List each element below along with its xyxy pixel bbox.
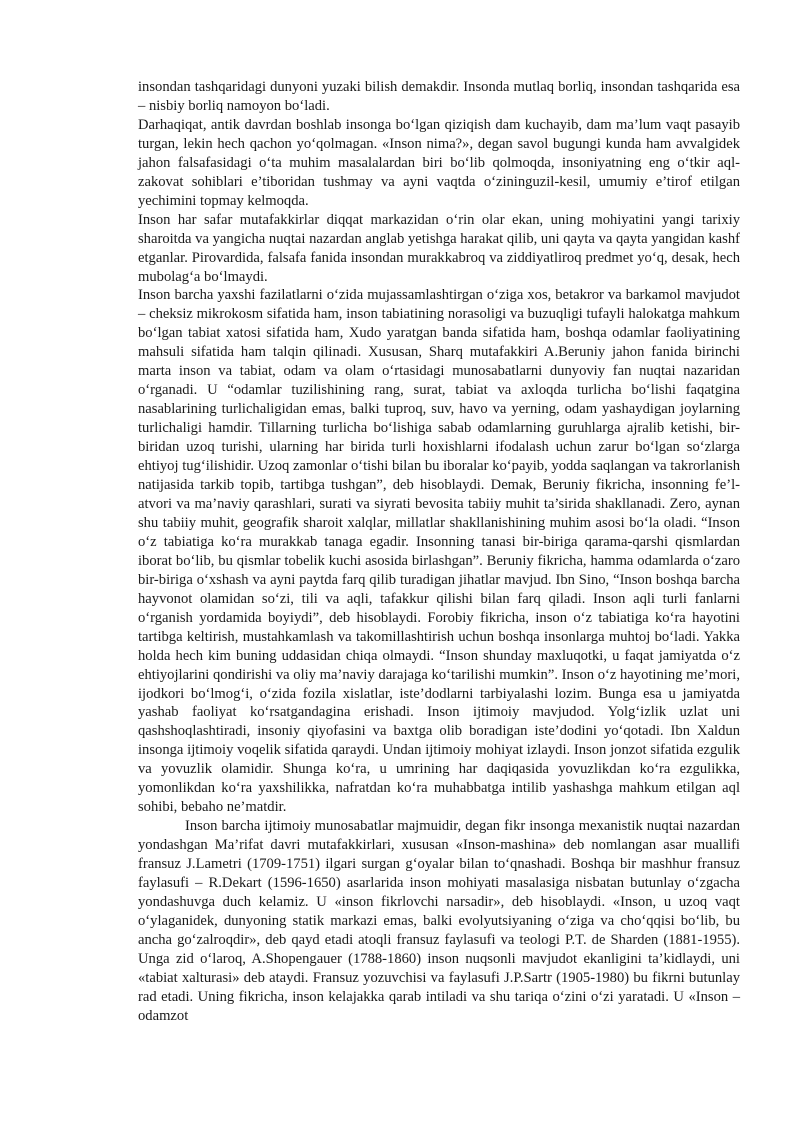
paragraph: insondan tashqaridagi dunyoni yuzaki bilish demakdir. Insonda mutlaq borliq, insondan tashqarida esa – nisbiy borliq namoyon bo‘ladi. [138,79,740,114]
paragraph: Inson har safar mutafakkirlar diqqat markazidan o‘rin olar ekan, uning mohiyatini yangi tarixiy sharoitda va yangicha nuqtai nazardan anglab yetishga harakat qilib, uni qayta va qayta yangidan kashf etganlar. Pirovardida, falsafa fanida insondan murakkabroq va ziddiyatliroq predmet yo‘q, desak, hech mubolag‘a bo‘lmaydi. [138,211,740,285]
paragraph-indented: Inson barcha ijtimoiy munosabatlar majmuidir, degan fikr insonga mexanistik nuqtai nazardan yondashgan Ma’rifat davri mutafakkirlari, xususan «Inson-mashina» deb nomlangan asar muallifi fransuz J.Lametri (1709-1751) ilgari surgan g‘oyalar bilan to‘qnashadi. Boshqa bir mashhur fransuz faylasufi – R.Dekart (1596-1650) asarlarida inson mohiyati masalasiga nisbatan butunlay o‘zgacha yondashuvga duch kelamiz. U «inson fikrlovchi narsadir», deb hisoblaydi. «Inson, u uzoq vaqt o‘ylaganidek, dunyoning statik markazi emas, balki evolyutsiyaning o‘ziga va cho‘qqisi bo‘lib, bu ancha go‘zalroqdir», deb qayd etadi atoqli fransuz faylasufi va teologi P.T. de Sharden (1881-1955). Unga zid o‘laroq, A.Shopengauer (1788-1860) inson nuqsonli mavjudot ekanligini ta’kidlaydi, uni «tabiat xalturasi» deb ataydi. Fransuz yozuvchisi va faylasufi J.P.Sartr (1905-1980) bu fikrni butunlay rad etadi. Uning fikricha, inson kelajakka qarab intiladi va shu tariqa o‘zini o‘zi yaratadi. U «Inson – odamzot [138,818,740,1024]
paragraph: Inson barcha yaxshi fazilatlarni o‘zida mujassamlashtirgan o‘ziga xos, betakror va barkamol mavjudot – cheksiz mikrokosm sifatida ham, inson tabiatining norasoligi va buzuqligi tufayli halokatga mahkum bo‘lgan tabiat xatosi sifatida ham, Xudo yaratgan banda sifatida ham, boshqa odamlar faoliyatining mahsuli sifatida ham talqin qilinadi. Xususan, Sharq mutafakkiri A.Beruniy jahon fanida birinchi marta inson va tabiat, odam va olam o‘rtasidagi munosabatlarni dunyoviy fan nuqtai nazaridan o‘rganadi. U “odamlar tuzilishining rang, surat, tabiat va axloqda turlicha bo‘lishi faqatgina nasablarining turlichaligidan emas, balki tuproq, suv, havo va yerning, odam yashaydigan joylarning turlichaligi hamdir. Tillarning turlicha bo‘lishiga sabab odamlarning guruhlarga ajralib ketishi, bir-biridan uzoq turishi, ularning har birida turli hoxishlarni ifodalash uchun zarur bo‘lgan so‘zlarga ehtiyoj tug‘ilishidir. Uzoq zamonlar o‘tishi bilan bu iboralar ko‘payib, yodda saqlangan va takrorlanish natijasida tarkib topib, tartibga tushgan”, deb hisoblaydi. Demak, Beruniy fikricha, insonning fe’l-atvori va ma’naviy qarashlari, surati va siyrati bevosita tabiiy muhit ta’sirida shakllanadi. Zero, aynan shu tabiiy muhit, geografik sharoit xalqlar, millatlar shakllanishining muhim asosi bo‘la oladi. “Inson o‘z tabiatiga ko‘ra murakkab tanaga egadir. Insonning tanasi bir-biriga qarama-qarshi qismlardan iborat bo‘lib, bu qismlar tobelik kuchi asosida birlashgan”. Beruniy fikricha, hamma odamlarda o‘zaro bir-biriga o‘xshash va ayni paytda farq qilib turadigan jihatlar mavjud. Ibn Sino, “Inson boshqa barcha hayvonot olamidan so‘zi, tili va aqli, tafakkur qilishi bilan farq qiladi. Inson aqli turli fanlarni o‘rganish yordamida boyiydi”, deb hisoblaydi. Forobiy fikricha, inson o‘z tabiatiga ko‘ra hayotini tartibga keltirish, mustahkamlash va takomillashtirish uchun boshqa insonlarga muhtoj bo‘ladi. Yakka holda hech kim buning uddasidan chiqa olmaydi. “Inson shunday maxluqotki, u faqat jamiyatda o‘z ehtiyojlarini qondirishi va oliy ma’naviy darajaga ko‘tarilishi mumkin”. Inson o‘z hayotining me’mori, ijodkori bo‘lmog‘i, o‘zida fozila xislatlar, iste’dodlarni tarbiyalashi lozim. Bunga esa u jamiyatda yashab faoliyat ko‘rsatgandagina erishadi. Inson ijtimoiy mavjudod. Yolg‘izlik uzlat uni qashshoqlashtiradi, insoniy qiyofasini va baxtga olib boradigan iste’dodini yo‘qotadi. Ibn Xaldun insonga ijtimoiy voqelik sifatida qaraydi. Undan ijtimoiy mohiyat izlaydi. Inson jonzot sifatida ezgulik va yovuzlik olamidir. Shunga ko‘ra, u umrining har daqiqasida yovuzlikdan ko‘ra ezgulikka, yomonlikdan ko‘ra yaxshilikka, nafratdan ko‘ra muhabbatga intilib yashashga mahkum etilgan aql sohibi, bebaho ne’matdir. [138,287,740,816]
document-page [138,78,740,1026]
paragraph: Darhaqiqat, antik davrdan boshlab insonga bo‘lgan qiziqish dam kuchayib, dam ma’lum vaqt pasayib turgan, lekin hech qachon yo‘qolmagan. «Inson nima?», degan savol bugungi kunda ham avvalgidek jahon falsafasidagi o‘ta muhim masalalardan biri bo‘lib qolmoqda, insoniyatning eng o‘tkir aql-zakovat sohiblari e’tiboridan tushmay va ayni vaqtda o‘zininguzil-kesil, umumiy e’tirof etilgan yechimini topmay kelmoqda. [138,116,740,209]
